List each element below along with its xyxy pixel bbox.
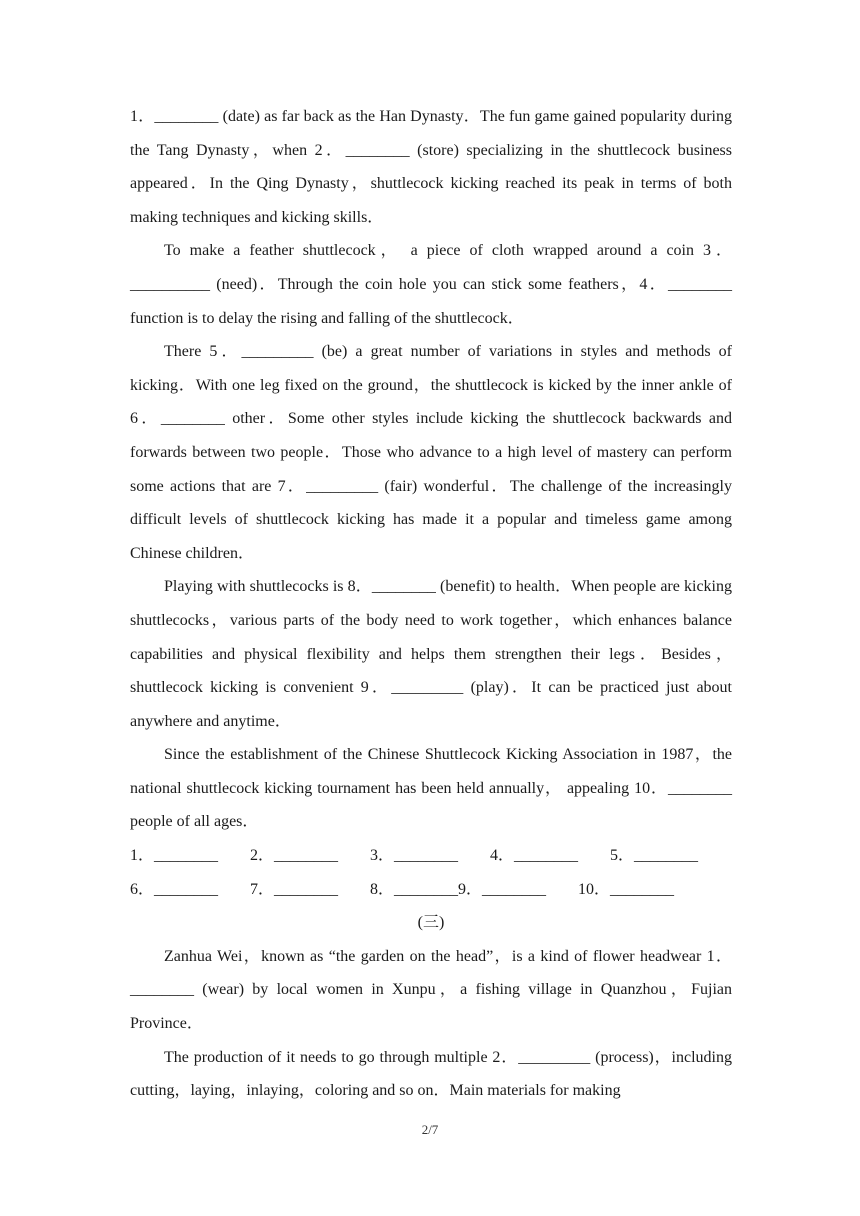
answer-blanks-row <box>130 839 732 873</box>
paragraph: The production of it needs to go through multiple 2．_________ (process)，including cutting，laying，inlaying，coloring and so on．Main materials for making <box>130 1048 732 1100</box>
paragraph: 1．________ (date) as far back as the Han Dynasty．The fun game gained popularity during the Tang Dynasty，when 2．________ (store) specializing in the shuttlecock business appeared．In the Qing Dynasty，shuttlecock kicking reached its peak in terms of both making techniques and kicking skills． <box>130 108 732 226</box>
page-number: 2/7 <box>421 1122 439 1137</box>
answer-blanks: 1．________ 2．________ 3．________ 4．________ 5．________ <box>130 847 699 865</box>
paragraph: Zanhua Wei，known as “the garden on the head”，is a kind of flower headwear 1．________ (wear) by local women in Xunpu，a fishing village in Quanzhou，Fujian Province． <box>130 947 732 1033</box>
document-body <box>130 100 732 1108</box>
answer-blanks-row <box>130 873 732 907</box>
paragraph: To make a feather shuttlecock， a piece of cloth wrapped around a coin 3．__________ (need)．Through the coin hole you can stick some feathers，4．________ function is to delay the rising and falling of the shuttlecock． <box>130 242 732 327</box>
paragraph: There 5．_________ (be) a great number of variations in styles and methods of kicking．With one leg fixed on the ground，the shuttlecock is kicked by the inner ankle of 6．________ other．Some other styles include kicking the shuttlecock backwards and forwards between two people．Those who advance to a high level of mastery can perform some actions that are 7．_________ (fair) wonderful．The challenge of the increasingly difficult levels of shuttlecock kicking has made it a popular and timeless game among Chinese children． <box>130 343 732 562</box>
paragraph: Since the establishment of the Chinese Shuttlecock Kicking Association in 1987，the national shuttlecock kicking tournament has been held annually， appealing 10．________ people of all ages． <box>130 746 732 831</box>
paragraph: Playing with shuttlecocks is 8．________ (benefit) to health．When people are kicking shuttlecocks，various parts of the body need to work together，which enhances balance capabilities and physical flexibility and helps them strengthen their legs．Besides，shuttlecock kicking is convenient 9．_________ (play)．It can be practiced just about anywhere and anytime． <box>130 578 733 730</box>
answer-blanks: 6．________ 7．________ 8．________9．________ 10．________ <box>130 880 675 898</box>
section-heading: (三) <box>417 914 445 932</box>
